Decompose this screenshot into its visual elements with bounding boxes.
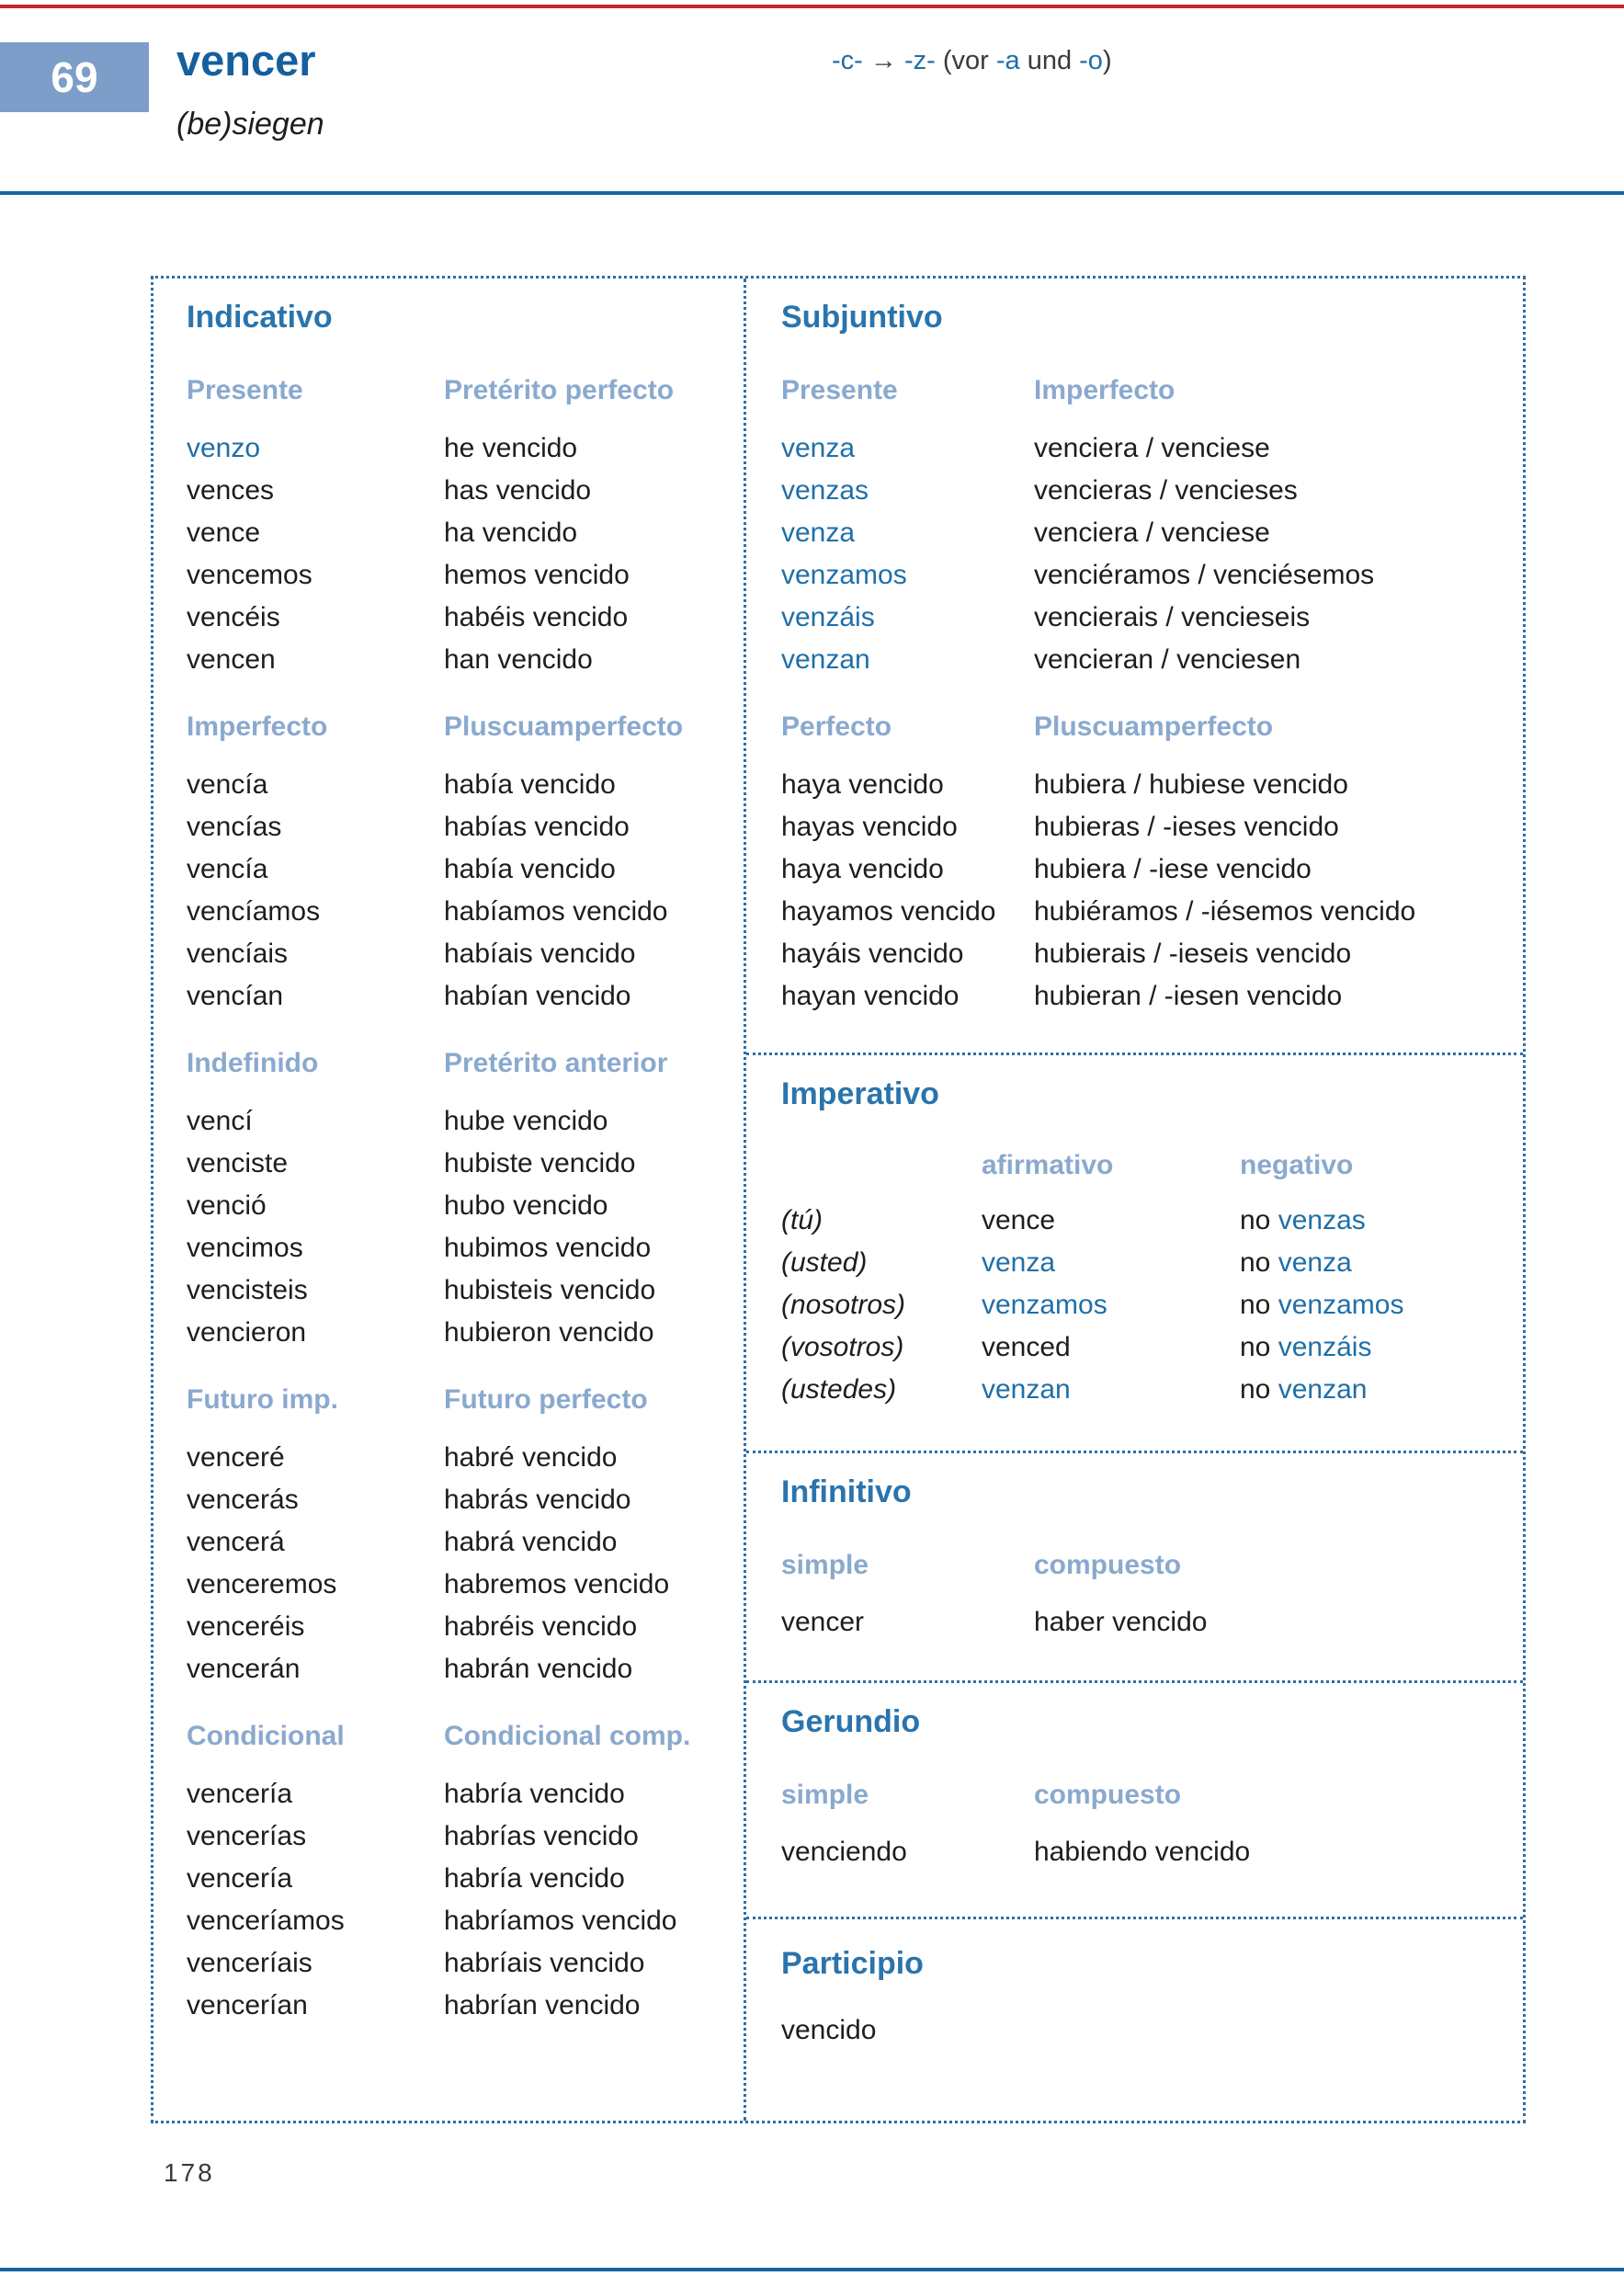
subjuntivo-section [746,279,1523,1055]
infinitivo-block [781,1549,1523,1644]
verb-form: habrán vencido [444,1654,633,1684]
spelling-rule-note [832,46,1112,76]
verb-form: no venzas [1240,1205,1366,1235]
verb-form: venzan [982,1374,1071,1405]
verb-form: habías vencido [444,812,630,842]
verb-translation: (be)siegen [176,107,324,142]
verb-form: venza [781,518,856,548]
tense-label: Perfecto [781,711,892,742]
verb-form: vencían [187,981,284,1011]
gerundio-title: Gerundio [781,1704,921,1739]
tense-forms [187,1100,444,1354]
verb-form: venza [781,433,856,463]
verb-form: había vencido [444,854,616,884]
tense-forms [444,764,744,1018]
indicativo-title: Indicativo [187,300,333,335]
verb-form: vencerás [187,1485,299,1515]
verb-form: hubo vencido [444,1190,608,1221]
verb-form: vencerías [187,1821,307,1851]
verb-form: habrías vencido [444,1821,639,1851]
tense-label: Futuro perfecto [444,1384,648,1415]
verb-form: vencíais [187,939,289,969]
tense-forms [444,1773,744,2027]
verb-form: habría vencido [444,1863,625,1894]
page-number: 178 [164,2158,215,2187]
tense-label: Indefinido [187,1048,319,1078]
indicativo-condicional-block [187,1720,744,2027]
person-label: (vosotros) [781,1332,904,1362]
person-label: (tú) [781,1205,823,1235]
verb-form: vencerá [187,1527,285,1557]
verb-form: hubimos vencido [444,1233,652,1263]
verb-form: venciste [187,1148,289,1178]
infinitivo-section [746,1453,1523,1683]
participio-title: Participio [781,1946,924,1981]
verb-form: habíais vencido [444,939,636,969]
gerundio-block [781,1779,1523,1873]
right-column [746,279,1523,2121]
verb-form: vencemos [187,560,312,590]
compuesto-label: compuesto [1034,1780,1182,1810]
indicativo-column [153,279,746,2121]
verb-form: vencía [187,854,268,884]
tense-forms [187,1773,444,2027]
tense-label: Pretérito anterior [444,1048,668,1078]
verb-form: venceremos [187,1569,337,1599]
tense-forms [1034,764,1523,1018]
verb-form: había vencido [444,769,616,800]
imperativo-row [781,1200,1523,1242]
indicativo-indefinido-block [187,1047,744,1354]
verb-title: vencer [176,36,316,85]
verb-form: hayas vencido [781,812,958,842]
verb-form: vencisteis [187,1275,308,1305]
negativo-label: negativo [1240,1150,1354,1180]
verb-form: hubierais / -ieseis vencido [1034,939,1352,969]
verb-form: venza [982,1247,1056,1278]
participio-section [746,1919,1523,2121]
verb-form: vencerán [187,1654,301,1684]
tense-label: Presente [781,375,898,405]
verb-form: venciera / venciese [1034,433,1270,463]
verb-form: venciéramos / venciésemos [1034,560,1375,590]
rule-vor: (vor [935,46,996,75]
rule-z: -z- [903,46,936,75]
verb-form: haya vencido [781,854,944,884]
imperativo-section [746,1055,1523,1453]
verb-form: habrá vencido [444,1527,618,1557]
conjugation-table [151,276,1526,2123]
verb-form: habré vencido [444,1442,618,1473]
tense-forms [1034,427,1523,681]
tense-label: Pretérito perfecto [444,375,675,405]
rule-c: -c- [832,46,863,75]
verb-form: vencimos [187,1233,303,1263]
verb-form: venzáis [781,602,875,632]
verb-form: habríais vencido [444,1948,645,1978]
verb-form: habían vencido [444,981,631,1011]
verb-form: hubieras / -ieses vencido [1034,812,1339,842]
imperativo-row [781,1284,1523,1326]
verb-form: hubieron vencido [444,1317,654,1348]
verb-form: habéis vencido [444,602,629,632]
verb-form: venceríais [187,1948,312,1978]
verb-form: vencéis [187,602,280,632]
verb-form: vencería [187,1863,293,1894]
verb-form: hubiste vencido [444,1148,636,1178]
compuesto-label: compuesto [1034,1550,1182,1580]
imperativo-title: Imperativo [781,1076,939,1111]
simple-label: simple [781,1780,869,1810]
verb-form: no venzáis [1240,1332,1372,1362]
verb-form: haya vencido [781,769,944,800]
verb-form: habrás vencido [444,1485,631,1515]
tense-forms [781,764,1034,1018]
verb-form: vencer [781,1607,865,1637]
verb-number-badge: 69 [0,42,149,112]
imperativo-rows [781,1200,1523,1411]
verb-form: vence [187,518,261,548]
imperativo-row [781,1242,1523,1284]
tense-forms [187,764,444,1018]
verb-form: no venzan [1240,1374,1368,1405]
verb-form: vencieran / venciesen [1034,644,1301,675]
verb-form: habría vencido [444,1779,625,1809]
verb-form: hayáis vencido [781,939,964,969]
tense-label: Condicional comp. [444,1721,691,1751]
verb-form: vencierais / vencieseis [1034,602,1311,632]
verb-form: hubiera / hubiese vencido [1034,769,1348,800]
person-label: (nosotros) [781,1290,906,1320]
tense-forms [781,427,1034,681]
indicativo-imperfecto-block [187,711,744,1018]
subjuntivo-presente-block [781,374,1523,681]
verb-form: habrían vencido [444,1990,641,2020]
indicativo-futuro-block [187,1383,744,1690]
tense-forms [444,427,744,681]
simple-label: simple [781,1550,869,1580]
infinitivo-title: Infinitivo [781,1474,912,1509]
verb-form: venzas [781,475,869,506]
verb-form: vencía [187,769,268,800]
rule-a: -a [995,46,1020,75]
indicativo-presente-block [187,374,744,681]
person-label: (usted) [781,1247,868,1278]
verb-form: hemos vencido [444,560,630,590]
verb-form: has vencido [444,475,592,506]
verb-form: he vencido [444,433,578,463]
verb-form: hubieran / -iesen vencido [1034,981,1343,1011]
verb-form: no venzamos [1240,1290,1404,1320]
tense-forms [444,1100,744,1354]
tense-forms [187,427,444,681]
tense-label: Imperfecto [187,711,328,742]
verb-form: venceré [187,1442,285,1473]
verb-form: venciendo [781,1837,907,1867]
subjuntivo-title: Subjuntivo [781,300,943,335]
gerundio-section [746,1683,1523,1919]
verb-form: vencen [187,644,276,675]
verb-form: no venza [1240,1247,1352,1278]
imperativo-row [781,1369,1523,1411]
verb-form: vencería [187,1779,293,1809]
tense-label: Pluscuamperfecto [444,711,684,742]
verb-form: venceríamos [187,1906,345,1936]
verb-form: han vencido [444,644,593,675]
verb-form: vencíamos [187,896,321,927]
verb-form: hubiéramos / -iésemos vencido [1034,896,1416,927]
verb-form: venceréis [187,1611,305,1642]
rule-o: -o [1079,46,1103,75]
verb-form: vencerían [187,1990,308,2020]
verb-form: vencieron [187,1317,307,1348]
verb-form: vencí [187,1106,253,1136]
tense-label: Pluscuamperfecto [1034,711,1274,742]
verb-form: vencieras / vencieses [1034,475,1298,506]
verb-form: hubisteis vencido [444,1275,656,1305]
verb-form: ha vencido [444,518,578,548]
verb-form: venzamos [781,560,907,590]
verb-form: vence [982,1205,1056,1235]
subjuntivo-perfecto-block [781,711,1523,1018]
rule-close: ) [1102,46,1112,75]
afirmativo-label: afirmativo [982,1150,1114,1180]
tense-label: Condicional [187,1721,345,1751]
verb-form: vencías [187,812,282,842]
person-label: (ustedes) [781,1374,897,1405]
verb-form: habríamos vencido [444,1906,677,1936]
imperativo-row [781,1326,1523,1369]
verb-form: venció [187,1190,267,1221]
verb-form: venzo [187,433,261,463]
header-divider-rule [0,191,1624,195]
verb-form: hube vencido [444,1106,608,1136]
verb-form: venciera / venciese [1034,518,1270,548]
tense-forms [444,1437,744,1690]
verb-form: vences [187,475,275,506]
verb-form: venzamos [982,1290,1107,1320]
tense-label: Imperfecto [1034,375,1175,405]
rule-arrow: → [862,46,904,75]
rule-und: und [1019,46,1080,75]
verb-form: haber vencido [1034,1607,1208,1637]
verb-form: habréis vencido [444,1611,638,1642]
tense-label: Futuro imp. [187,1384,338,1415]
page-top-rule [0,5,1624,8]
verb-form: habiendo vencido [1034,1837,1251,1867]
verb-form: hubiera / -iese vencido [1034,854,1312,884]
verb-form: vencido [781,2015,877,2045]
verb-form: venzan [781,644,870,675]
verb-form: hayan vencido [781,981,960,1011]
imperativo-headers [781,1149,1523,1182]
verb-form: venced [982,1332,1071,1362]
tense-forms [187,1437,444,1690]
verb-form: habíamos vencido [444,896,668,927]
verb-form: hayamos vencido [781,896,996,927]
verb-form: habremos vencido [444,1569,670,1599]
tense-label: Presente [187,375,303,405]
page-bottom-rule [0,2268,1624,2271]
